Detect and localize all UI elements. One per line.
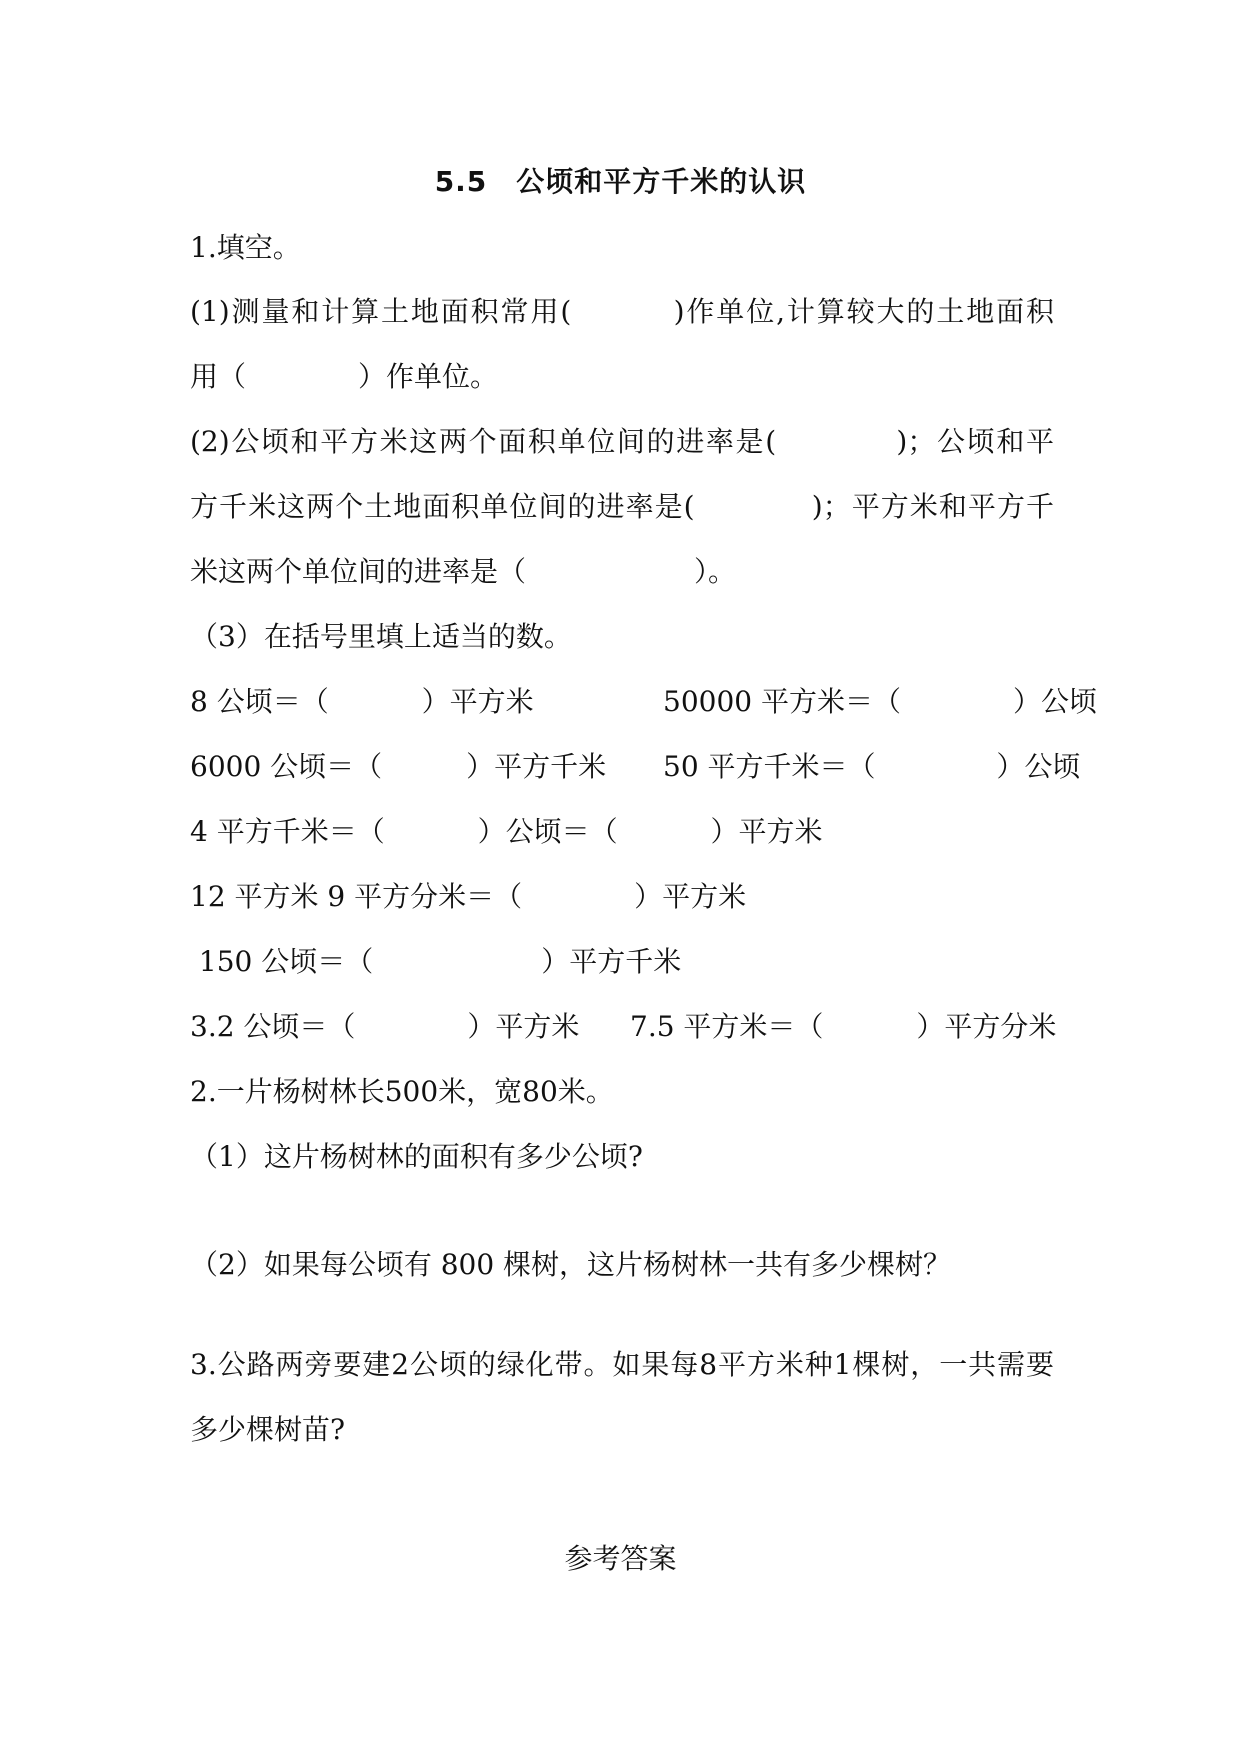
- conversion-row-3: 4 平方千米＝（ ）公顷＝（ ）平方米: [190, 815, 823, 848]
- conversion-row-6-right: 7.5 平方米＝（ ）平方分米: [630, 1010, 1057, 1043]
- page-title: 5.5 公顷和平方千米的认识: [434, 165, 807, 198]
- answers-heading: 参考答案: [564, 1542, 677, 1575]
- conversion-row-2-right: 50 平方千米＝（ ）公顷: [663, 750, 1081, 783]
- q1-part2-line1: (2)公顷和平方米这两个面积单位间的进率是( )；公顷和平: [190, 425, 1054, 458]
- question-3-line2: 多少棵树苗?: [190, 1413, 346, 1446]
- q1-part1-line2: 用（ ）作单位。: [190, 360, 499, 393]
- conversion-row-4: 12 平方米 9 平方分米＝（ ）平方米: [190, 880, 747, 913]
- question-2-heading: 2.一片杨树林长500米，宽80米。: [190, 1075, 614, 1108]
- q1-part2-line3: 米这两个单位间的进率是（ ）。: [190, 555, 737, 588]
- q1-part3-heading: （3）在括号里填上适当的数。: [190, 620, 572, 653]
- question-3-line1: 3.公路两旁要建2公顷的绿化带。如果每8平方米种1棵树，一共需要: [190, 1348, 1054, 1381]
- conversion-row-2-left: 6000 公顷＝（ ）平方千米: [190, 750, 607, 783]
- question-1-heading: 1.填空。: [190, 231, 301, 264]
- q1-part1-line1: (1)测量和计算土地面积常用( )作单位,计算较大的土地面积: [190, 295, 1054, 328]
- conversion-row-6-left: 3.2 公顷＝（ ）平方米: [190, 1010, 580, 1043]
- conversion-row-1-right: 50000 平方米＝（ ）公顷: [663, 685, 1097, 718]
- q2-subquestion-2: （2）如果每公顷有 800 棵树，这片杨树林一共有多少棵树？: [190, 1248, 952, 1281]
- conversion-row-5: 150 公顷＝（ ）平方千米: [190, 945, 682, 978]
- q2-subquestion-1: （1）这片杨树林的面积有多少公顷?: [190, 1140, 643, 1173]
- conversion-row-1-left: 8 公顷＝（ ）平方米: [190, 685, 534, 718]
- q1-part2-line2: 方千米这两个土地面积单位间的进率是( )；平方米和平方千: [190, 490, 1054, 523]
